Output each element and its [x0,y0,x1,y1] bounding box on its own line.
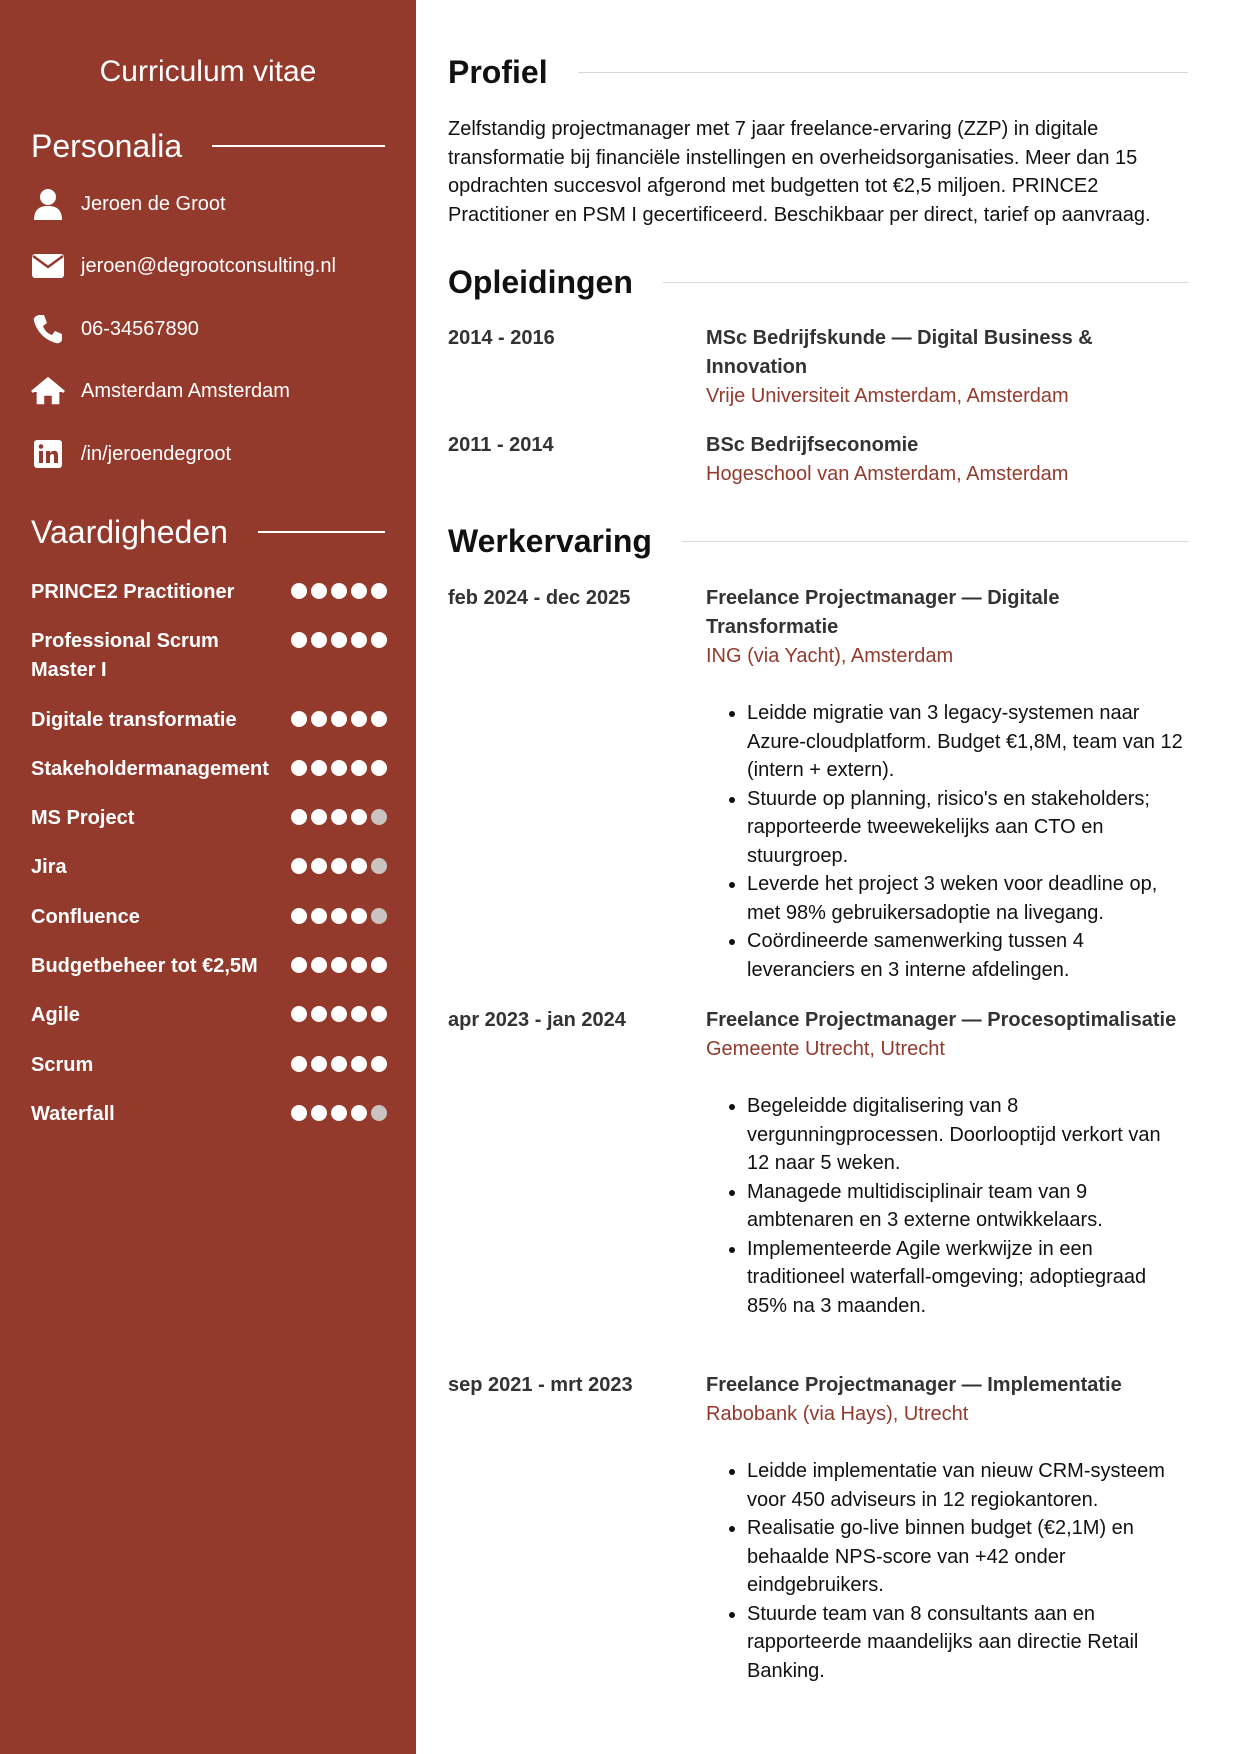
work-bullet: • Stuurde op planning, risico's en stakeholders; rapporteerde tweewekelijks aan CTO en stuurgroep. [747,785,1186,871]
work-employer: Rabobank (via Hays), Utrecht [706,1403,969,1425]
personalia-divider [212,145,385,147]
envelope-icon [31,249,65,283]
skill-rating [291,711,387,727]
rating-dot-filled [311,760,327,776]
rating-dot-filled [311,1105,327,1121]
work-employer: ING (via Yacht), Amsterdam [706,645,954,667]
work-bullet: • Realisatie go-live binnen budget (€2,1M) en behaalde NPS-score van +42 onder eindgebruikers. [747,1514,1186,1600]
education-body [706,324,1186,411]
rating-dot-filled [291,632,307,648]
work-date: apr 2023 - jan 2024 [448,1009,626,1031]
personalia-heading [31,126,385,166]
rating-dot-filled [351,809,367,825]
rating-dot-filled [311,632,327,648]
work-bullet: • Begeleidde digitalisering van 8 vergunningprocessen. Doorlooptijd verkort van 12 naar 5 weken. [747,1092,1186,1178]
contact-linkedin-text[interactable]: /in/jeroendegroot [81,442,232,465]
rating-dot-filled [351,632,367,648]
education-heading-text: Opleidingen [448,264,633,300]
skill-row [31,578,387,607]
rating-dot-filled [291,809,307,825]
rating-dot-filled [331,809,347,825]
rating-dot-filled [371,632,387,648]
rating-dot-empty [371,1105,387,1121]
rating-dot-filled [331,858,347,874]
skill-row [31,952,387,981]
work-date: feb 2024 - dec 2025 [448,587,631,609]
rating-dot-filled [311,1006,327,1022]
profile-heading [448,52,1188,92]
rating-dot-filled [371,760,387,776]
skill-rating [291,583,387,599]
person-icon [31,187,65,221]
skills-heading [31,512,385,552]
rating-dot-filled [311,957,327,973]
work-date: sep 2021 - mrt 2023 [448,1374,633,1396]
cv-title: Curriculum vitae [99,55,317,88]
work-title: Freelance Projectmanager — Procesoptimalisatie [706,1009,1177,1031]
rating-dot-filled [331,583,347,599]
skill-row [31,1100,387,1129]
skill-name: Digitale transformatie [31,709,237,731]
work-body [706,1006,1186,1320]
skill-name: Agile [31,1004,80,1026]
skill-name: Scrum [31,1054,94,1076]
work-bullet: • Managede multidisciplinair team van 9 ambtenaren en 3 externe ontwikkelaars. [747,1178,1186,1235]
skill-name: MS Project [31,807,135,829]
contact-linkedin[interactable] [31,434,396,474]
work-divider [682,541,1188,542]
rating-dot-filled [351,760,367,776]
work-title: Freelance Projectmanager — Digitale Transformatie [706,587,1060,638]
contact-address [31,371,396,411]
education-divider [663,282,1188,283]
rating-dot-filled [331,908,347,924]
rating-dot-filled [311,1056,327,1072]
rating-dot-empty [371,809,387,825]
contact-name [31,184,396,224]
rating-dot-empty [371,858,387,874]
work-bullets [706,699,1186,984]
rating-dot-filled [291,957,307,973]
skill-rating [291,1056,387,1072]
rating-dot-filled [291,1006,307,1022]
work-bullet: • Coördineerde samenwerking tussen 4 leveranciers en 3 interne afdelingen. [747,927,1186,984]
rating-dot-filled [351,1006,367,1022]
skill-row [31,804,387,833]
profile-text: Zelfstandig projectmanager met 7 jaar freelance-ervaring (ZZP) in digitale transformatie bij financiële instellingen en overheidsorganisaties. Meer dan 15 opdrachten succesvol afgerond met budgetten tot €2,5 miljoen. PRINCE2 Practitioner en PSM I gecertificeerd. Beschikbaar per direct, tarief op aanvraag. [448,118,1151,226]
education-date: 2014 - 2016 [448,327,555,349]
skill-name: Budgetbeheer tot €2,5M [31,955,258,977]
rating-dot-filled [291,760,307,776]
skills-divider [258,531,385,533]
skill-rating [291,1105,387,1121]
contact-address-text: Amsterdam Amsterdam [81,379,290,402]
skill-row [31,755,387,784]
skill-row [31,1051,387,1080]
education-institution: Hogeschool van Amsterdam, Amsterdam [706,463,1069,485]
rating-dot-filled [351,711,367,727]
rating-dot-filled [351,583,367,599]
rating-dot-filled [291,858,307,874]
rating-dot-filled [291,1056,307,1072]
rating-dot-filled [351,1056,367,1072]
rating-dot-filled [291,711,307,727]
rating-dot-filled [291,583,307,599]
contact-phone-text[interactable]: 06-34567890 [81,317,199,340]
work-title: Freelance Projectmanager — Implementatie [706,1374,1122,1396]
skills-heading-text: Vaardigheden [31,514,228,550]
profile-heading-text: Profiel [448,54,548,90]
rating-dot-filled [351,858,367,874]
rating-dot-filled [331,1105,347,1121]
work-body [706,584,1186,984]
home-icon [31,374,65,408]
work-heading-text: Werkervaring [448,523,652,559]
education-body [706,431,1186,489]
rating-dot-filled [311,858,327,874]
work-bullet: • Stuurde team van 8 consultants aan en rapporteerde maandelijks aan directie Retail Banking. [747,1600,1186,1686]
rating-dot-filled [331,1006,347,1022]
skill-name: Stakeholdermanagement [31,758,269,780]
skill-name: Confluence [31,906,140,928]
rating-dot-filled [311,711,327,727]
skill-rating [291,1006,387,1022]
skill-row [31,903,387,932]
rating-dot-filled [371,957,387,973]
work-employer: Gemeente Utrecht, Utrecht [706,1038,945,1060]
rating-dot-filled [371,711,387,727]
skill-rating [291,760,387,776]
skill-name: Jira [31,856,67,878]
contact-email-text[interactable]: jeroen@degrootconsulting.nl [81,254,336,277]
skill-row [31,706,387,735]
rating-dot-filled [311,908,327,924]
work-bullets [706,1092,1186,1320]
profile-divider [578,72,1188,73]
contact-email[interactable] [31,246,396,286]
rating-dot-filled [371,1056,387,1072]
skill-rating [291,957,387,973]
skill-name: PRINCE2 Practitioner [31,581,235,603]
rating-dot-filled [351,1105,367,1121]
rating-dot-filled [351,957,367,973]
personalia-heading-text: Personalia [31,128,183,164]
contact-name-text: Jeroen de Groot [81,192,226,215]
skill-name: Professional Scrum Master I [31,630,219,681]
rating-dot-filled [371,1006,387,1022]
rating-dot-filled [331,957,347,973]
contact-phone[interactable] [31,309,396,349]
skill-rating [291,632,387,648]
phone-icon [31,312,65,346]
rating-dot-empty [371,908,387,924]
rating-dot-filled [311,809,327,825]
education-institution: Vrije Universiteit Amsterdam, Amsterdam [706,385,1069,407]
skill-name: Waterfall [31,1103,115,1125]
rating-dot-filled [291,908,307,924]
work-bullets [706,1457,1186,1685]
rating-dot-filled [331,711,347,727]
rating-dot-filled [351,908,367,924]
work-bullet: • Leidde implementatie van nieuw CRM-systeem voor 450 adviseurs in 12 regiokantoren. [747,1457,1186,1514]
rating-dot-filled [331,632,347,648]
work-body [706,1371,1186,1685]
rating-dot-filled [311,583,327,599]
skill-rating [291,858,387,874]
work-bullet: • Implementeerde Agile werkwijze in een traditioneel waterfall-omgeving; adoptiegraad 85% na 3 maanden. [747,1235,1186,1321]
education-date: 2011 - 2014 [448,434,554,456]
linkedin-icon [31,437,65,471]
skill-row [31,627,387,685]
work-bullet: • Leverde het project 3 weken voor deadline op, met 98% gebruikersadoptie na livegang. [747,870,1186,927]
rating-dot-filled [331,1056,347,1072]
rating-dot-filled [291,1105,307,1121]
education-title: BSc Bedrijfseconomie [706,434,919,456]
rating-dot-filled [331,760,347,776]
education-heading [448,262,1188,302]
rating-dot-filled [371,583,387,599]
skill-row [31,1001,387,1030]
skill-row [31,853,387,882]
sidebar [0,0,416,1754]
education-title: MSc Bedrijfskunde — Digital Business & Innovation [706,327,1093,378]
skill-rating [291,809,387,825]
work-heading [448,521,1188,561]
skill-rating [291,908,387,924]
work-bullet: • Leidde migratie van 3 legacy-systemen naar Azure-cloudplatform. Budget €1,8M, team van 12 (intern + extern). [747,699,1186,785]
